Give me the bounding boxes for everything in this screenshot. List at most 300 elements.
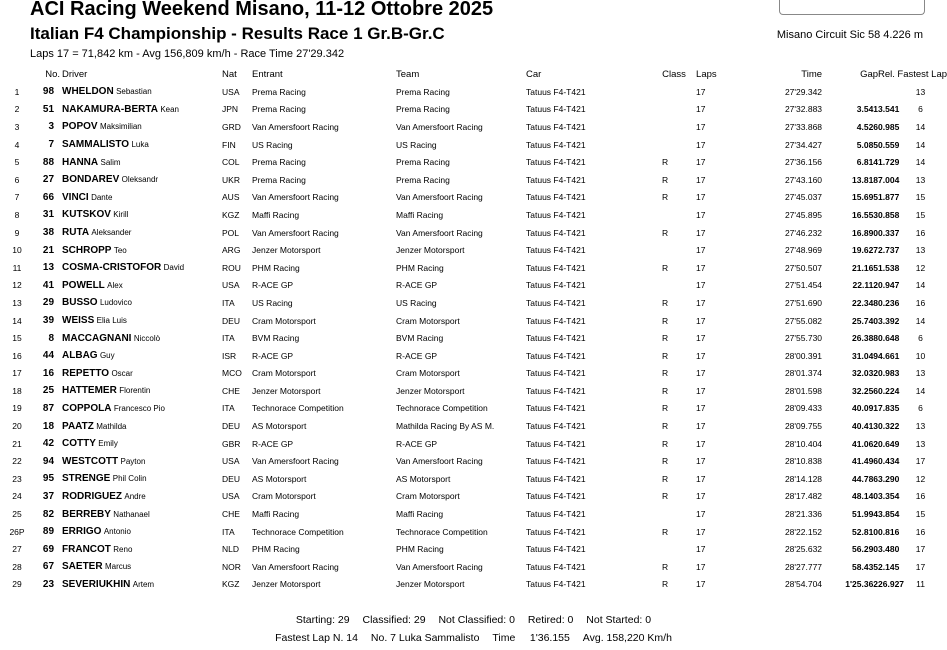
fastest-lap-number: 13 bbox=[915, 174, 926, 185]
driver-name bbox=[60, 382, 222, 400]
nationality: DEU bbox=[222, 473, 240, 484]
fastest-lap-avg: Avg. 158,220 Km/h bbox=[582, 632, 672, 644]
position: 15 bbox=[12, 333, 22, 344]
driver-surname: SEVERIUKHIN bbox=[62, 578, 131, 590]
entrant: PHM Racing bbox=[252, 262, 300, 273]
entrant: Jenzer Motorsport bbox=[252, 385, 321, 396]
table-row bbox=[0, 505, 947, 523]
laps: 17 bbox=[696, 315, 706, 326]
class bbox=[652, 241, 678, 259]
table-row bbox=[0, 329, 947, 347]
car: Tatuus F4-T421 bbox=[526, 139, 586, 150]
gap: 1'25.362 bbox=[845, 579, 879, 590]
nationality: ARG bbox=[222, 245, 241, 256]
car: Tatuus F4-T421 bbox=[526, 104, 586, 115]
spacer bbox=[678, 206, 696, 224]
spacer bbox=[678, 435, 696, 453]
position: 16 bbox=[12, 350, 22, 361]
table-row bbox=[0, 540, 947, 558]
gap: 15.695 bbox=[852, 192, 879, 203]
position: 24 bbox=[12, 491, 22, 502]
nationality: FIN bbox=[222, 139, 236, 150]
gap: 32.032 bbox=[852, 368, 879, 379]
car: Tatuus F4-T421 bbox=[526, 209, 586, 220]
class: R bbox=[661, 438, 669, 449]
race-stats: Laps 17 = 71,842 km - Avg 156,809 km/h - Race Time 27'29.342 bbox=[30, 48, 345, 60]
gap: 48.140 bbox=[852, 491, 879, 502]
col-header-rel: Rel. bbox=[878, 69, 895, 80]
car-number: 51 bbox=[42, 103, 55, 115]
rel: 0.947 bbox=[878, 280, 900, 291]
driver-first-name: Kean bbox=[160, 104, 179, 114]
driver-name bbox=[60, 435, 222, 453]
position: 25 bbox=[12, 509, 22, 520]
car-number: 88 bbox=[42, 156, 55, 168]
class bbox=[652, 277, 678, 295]
driver-surname: BUSSO bbox=[62, 297, 98, 309]
position: 1 bbox=[14, 86, 20, 97]
nationality: DEU bbox=[222, 315, 240, 326]
race-time: 28'10.838 bbox=[784, 456, 823, 467]
class: R bbox=[661, 403, 669, 414]
car-number: 66 bbox=[42, 191, 55, 203]
driver-surname: HANNA bbox=[62, 156, 99, 168]
rel: 1.538 bbox=[878, 262, 900, 273]
nationality: CHE bbox=[222, 509, 240, 520]
entrant: US Racing bbox=[252, 139, 293, 150]
race-time: 28'54.704 bbox=[784, 579, 823, 590]
rel: 0.559 bbox=[878, 139, 900, 150]
rel: 3.392 bbox=[878, 315, 900, 326]
driver-surname: PAATZ bbox=[62, 420, 94, 432]
laps: 17 bbox=[696, 262, 706, 273]
driver-surname: SAMMALISTO bbox=[62, 139, 130, 151]
table-row bbox=[0, 241, 947, 259]
col-header-class: Class bbox=[662, 69, 686, 80]
class: R bbox=[661, 262, 669, 273]
table-row bbox=[0, 153, 947, 171]
fastest-lap-number: 15 bbox=[915, 192, 926, 203]
driver-surname: MACCAGNANI bbox=[62, 332, 132, 344]
car-number: 82 bbox=[42, 508, 55, 520]
car: Tatuus F4-T421 bbox=[526, 297, 586, 308]
gap: 44.786 bbox=[852, 473, 879, 484]
team: Van Amersfoort Racing bbox=[396, 192, 483, 203]
entrant: Cram Motorsport bbox=[252, 491, 316, 502]
rel: 3.354 bbox=[878, 491, 900, 502]
car: Tatuus F4-T421 bbox=[526, 491, 586, 502]
spacer bbox=[678, 576, 696, 594]
driver-name bbox=[60, 206, 222, 224]
gap: 31.049 bbox=[852, 350, 879, 361]
driver-surname: COSMA-CRISTOFOR bbox=[62, 262, 162, 274]
table-row bbox=[0, 400, 947, 418]
page-subtitle: Italian F4 Championship - Results Race 1 Gr.B-Gr.C bbox=[30, 24, 445, 43]
driver-name bbox=[60, 470, 222, 488]
car-number: 69 bbox=[42, 543, 55, 555]
fastest-lap-number: 16 bbox=[915, 297, 926, 308]
car: Tatuus F4-T421 bbox=[526, 315, 586, 326]
class bbox=[652, 101, 678, 119]
col-header-no: No. bbox=[45, 69, 61, 80]
driver-first-name: Teo bbox=[113, 245, 127, 255]
team: Van Amersfoort Racing bbox=[396, 121, 483, 132]
driver-name bbox=[60, 224, 222, 242]
driver-first-name: Guy bbox=[99, 351, 115, 361]
race-time: 28'25.632 bbox=[784, 544, 823, 555]
position: 27 bbox=[12, 544, 22, 555]
driver-surname: NAKAMURA-BERTA bbox=[62, 103, 158, 115]
gap: 40.091 bbox=[852, 403, 879, 414]
nationality: GRD bbox=[222, 121, 241, 132]
car-number: 27 bbox=[42, 174, 55, 186]
car-number: 87 bbox=[42, 402, 55, 414]
col-header-laps: Laps bbox=[696, 69, 717, 80]
class: R bbox=[661, 174, 669, 185]
car: Tatuus F4-T421 bbox=[526, 227, 586, 238]
nationality: NLD bbox=[222, 544, 240, 555]
nationality: KGZ bbox=[222, 209, 240, 220]
table-header bbox=[0, 66, 947, 83]
spacer bbox=[678, 488, 696, 506]
car: Tatuus F4-T421 bbox=[526, 174, 586, 185]
car: Tatuus F4-T421 bbox=[526, 421, 586, 432]
spacer bbox=[678, 171, 696, 189]
team: R-ACE GP bbox=[396, 280, 438, 291]
driver-surname: POPOV bbox=[62, 121, 98, 133]
laps: 17 bbox=[696, 368, 706, 379]
gap: 5.085 bbox=[856, 139, 879, 150]
gap: 56.290 bbox=[852, 544, 879, 555]
driver-first-name: David bbox=[163, 263, 185, 273]
driver-first-name: Phil Colin bbox=[112, 474, 147, 484]
driver-name bbox=[60, 400, 222, 418]
rel: 0.985 bbox=[878, 121, 900, 132]
col-header-team: Team bbox=[396, 69, 420, 80]
fastest-lap-driver: No. 7 Luka Sammalisto bbox=[370, 632, 480, 644]
driver-surname: SAETER bbox=[62, 561, 103, 573]
gap: 13.818 bbox=[852, 174, 879, 185]
driver-first-name: Oleksandr bbox=[121, 175, 159, 185]
class bbox=[652, 118, 678, 136]
laps: 17 bbox=[696, 403, 706, 414]
driver-name bbox=[60, 347, 222, 365]
team: Prema Racing bbox=[396, 104, 450, 115]
driver-first-name: Maksimilian bbox=[99, 122, 142, 132]
table-row bbox=[0, 312, 947, 330]
spacer bbox=[678, 189, 696, 207]
team: Jenzer Motorsport bbox=[396, 385, 465, 396]
car-number: 31 bbox=[42, 209, 55, 221]
team: Technorace Competition bbox=[396, 403, 488, 414]
laps: 17 bbox=[696, 174, 706, 185]
spacer bbox=[678, 365, 696, 383]
fastest-lap-number: 13 bbox=[915, 438, 926, 449]
table-row bbox=[0, 259, 947, 277]
driver-surname: COTTY bbox=[62, 438, 96, 450]
position: 4 bbox=[14, 139, 20, 150]
driver-first-name: Dante bbox=[91, 192, 113, 202]
car-number: 16 bbox=[42, 367, 55, 379]
class: R bbox=[661, 491, 669, 502]
table-row bbox=[0, 83, 947, 101]
position: 18 bbox=[12, 385, 22, 396]
gap: 41.062 bbox=[852, 438, 879, 449]
driver-name bbox=[60, 101, 222, 119]
driver-surname: BONDAREV bbox=[62, 174, 120, 186]
nationality: CHE bbox=[222, 385, 240, 396]
fastest-lap-number: 14 bbox=[915, 315, 926, 326]
not-classified-count: Not Classified: 0 bbox=[438, 614, 515, 626]
laps: 17 bbox=[696, 86, 706, 97]
rel: 3.290 bbox=[878, 473, 900, 484]
gap: 32.256 bbox=[852, 385, 879, 396]
race-time: 27'45.895 bbox=[784, 209, 823, 220]
position: 26P bbox=[9, 526, 25, 537]
race-time: 27'29.342 bbox=[784, 86, 823, 97]
race-time: 28'17.482 bbox=[784, 491, 823, 502]
entry-summary bbox=[0, 614, 947, 626]
race-time: 27'51.454 bbox=[784, 280, 823, 291]
class: R bbox=[661, 421, 669, 432]
rel: 4.661 bbox=[878, 350, 900, 361]
class: R bbox=[661, 368, 669, 379]
nationality: ROU bbox=[222, 262, 241, 273]
race-time: 27'48.969 bbox=[784, 245, 823, 256]
table-row bbox=[0, 277, 947, 295]
car-number: 13 bbox=[42, 262, 55, 274]
laps: 17 bbox=[696, 333, 706, 344]
position: 13 bbox=[12, 297, 22, 308]
fastest-lap-number: 13 bbox=[915, 368, 926, 379]
nationality: ISR bbox=[222, 350, 237, 361]
rel: 0.434 bbox=[878, 456, 900, 467]
rel: 0.816 bbox=[878, 526, 900, 537]
driver-name bbox=[60, 277, 222, 295]
col-header-fastest-lap: Fastest Lap bbox=[897, 69, 947, 80]
team: US Racing bbox=[396, 297, 437, 308]
team: PHM Racing bbox=[396, 544, 444, 555]
class: R bbox=[661, 385, 669, 396]
table-row bbox=[0, 294, 947, 312]
results-table bbox=[0, 66, 947, 593]
class: R bbox=[661, 297, 669, 308]
spacer bbox=[678, 294, 696, 312]
driver-first-name: Andre bbox=[124, 491, 146, 501]
fastest-lap-number: 16 bbox=[915, 227, 926, 238]
driver-first-name: Niccolò bbox=[133, 333, 161, 343]
fastest-lap-number: 17 bbox=[915, 561, 926, 572]
driver-name bbox=[60, 452, 222, 470]
spacer bbox=[678, 400, 696, 418]
car: Tatuus F4-T421 bbox=[526, 456, 586, 467]
laps: 17 bbox=[696, 561, 706, 572]
class: R bbox=[661, 456, 669, 467]
spacer bbox=[678, 382, 696, 400]
race-time: 27'46.232 bbox=[784, 227, 823, 238]
entrant: Van Amersfoort Racing bbox=[252, 121, 339, 132]
fastest-lap-number: 6 bbox=[918, 403, 923, 414]
entrant: Prema Racing bbox=[252, 174, 306, 185]
entrant: BVM Racing bbox=[252, 333, 300, 344]
position: 9 bbox=[14, 227, 20, 238]
car-number: 23 bbox=[42, 578, 55, 590]
rel: 1.729 bbox=[878, 157, 900, 168]
driver-surname: STRENGE bbox=[62, 473, 111, 485]
spacer bbox=[678, 558, 696, 576]
driver-first-name: Reno bbox=[113, 544, 133, 554]
car-number: 7 bbox=[48, 139, 55, 151]
entrant: Van Amersfoort Racing bbox=[252, 561, 339, 572]
spacer bbox=[678, 118, 696, 136]
entrant: R-ACE GP bbox=[252, 280, 294, 291]
position: 19 bbox=[12, 403, 22, 414]
car-number: 25 bbox=[42, 385, 55, 397]
nationality: POL bbox=[222, 227, 240, 238]
gap: 51.994 bbox=[852, 509, 879, 520]
car: Tatuus F4-T421 bbox=[526, 544, 586, 555]
laps: 17 bbox=[696, 245, 706, 256]
entrant: Van Amersfoort Racing bbox=[252, 227, 339, 238]
fastest-lap-number: 12 bbox=[915, 262, 926, 273]
car: Tatuus F4-T421 bbox=[526, 121, 586, 132]
driver-first-name: Payton bbox=[120, 456, 146, 466]
fastest-lap-number: 16 bbox=[915, 491, 926, 502]
team: Van Amersfoort Racing bbox=[396, 456, 483, 467]
table-row bbox=[0, 435, 947, 453]
driver-first-name: Antonio bbox=[103, 527, 131, 537]
car: Tatuus F4-T421 bbox=[526, 86, 586, 97]
car: Tatuus F4-T421 bbox=[526, 262, 586, 273]
race-time: 27'33.868 bbox=[784, 121, 823, 132]
class bbox=[652, 505, 678, 523]
class: R bbox=[661, 227, 669, 238]
rel: 26.927 bbox=[878, 579, 905, 590]
driver-surname: ALBAG bbox=[62, 350, 98, 362]
driver-name bbox=[60, 558, 222, 576]
gap: 22.348 bbox=[852, 297, 879, 308]
team: AS Motorsport bbox=[396, 473, 451, 484]
table-row bbox=[0, 224, 947, 242]
race-time: 28'00.391 bbox=[784, 350, 823, 361]
rel: 0.224 bbox=[878, 385, 900, 396]
race-time: 28'22.152 bbox=[784, 526, 823, 537]
spacer bbox=[678, 329, 696, 347]
driver-first-name: Oscar bbox=[111, 368, 133, 378]
team: Van Amersfoort Racing bbox=[396, 227, 483, 238]
team: R-ACE GP bbox=[396, 350, 438, 361]
laps: 17 bbox=[696, 227, 706, 238]
driver-name bbox=[60, 294, 222, 312]
driver-first-name: Nathanael bbox=[113, 509, 150, 519]
table-row bbox=[0, 347, 947, 365]
col-header-gap: Gap bbox=[860, 69, 879, 80]
team: Technorace Competition bbox=[396, 526, 488, 537]
laps: 17 bbox=[696, 421, 706, 432]
class: R bbox=[661, 561, 669, 572]
fastest-lap-number: 14 bbox=[915, 157, 926, 168]
car: Tatuus F4-T421 bbox=[526, 157, 586, 168]
team: Mathilda Racing By AS M. bbox=[396, 421, 495, 432]
table-row bbox=[0, 189, 947, 207]
car: Tatuus F4-T421 bbox=[526, 368, 586, 379]
car: Tatuus F4-T421 bbox=[526, 385, 586, 396]
laps: 17 bbox=[696, 121, 706, 132]
fastest-lap-number: 14 bbox=[915, 139, 926, 150]
fastest-lap-number: 14 bbox=[915, 280, 926, 291]
entrant: Maffi Racing bbox=[252, 509, 300, 520]
race-time: 27'34.427 bbox=[784, 139, 823, 150]
team: Cram Motorsport bbox=[396, 315, 460, 326]
car-number: 94 bbox=[42, 455, 55, 467]
driver-name bbox=[60, 189, 222, 207]
driver-name bbox=[60, 136, 222, 154]
table-row bbox=[0, 558, 947, 576]
entrant: Technorace Competition bbox=[252, 403, 344, 414]
table-row bbox=[0, 470, 947, 488]
page-title: ACI Racing Weekend Misano, 11-12 Ottobre 2025 bbox=[30, 0, 494, 20]
driver-name bbox=[60, 329, 222, 347]
driver-first-name: Aleksander bbox=[91, 228, 132, 238]
gap: 16.553 bbox=[852, 209, 879, 220]
rel: 0.236 bbox=[878, 297, 900, 308]
fastest-lap-number: 13 bbox=[915, 86, 926, 97]
laps: 17 bbox=[696, 509, 706, 520]
rel: 0.337 bbox=[878, 227, 900, 238]
car-number: 95 bbox=[42, 473, 55, 485]
driver-surname: BERREBY bbox=[62, 508, 111, 520]
driver-first-name: Mathilda bbox=[96, 421, 127, 431]
car: Tatuus F4-T421 bbox=[526, 579, 586, 590]
team: Cram Motorsport bbox=[396, 368, 460, 379]
car: Tatuus F4-T421 bbox=[526, 509, 586, 520]
car-number: 67 bbox=[42, 561, 55, 573]
driver-first-name: Luka bbox=[131, 140, 149, 150]
gap: 4.526 bbox=[856, 121, 879, 132]
laps: 17 bbox=[696, 526, 706, 537]
race-time: 28'09.433 bbox=[784, 403, 823, 414]
entrant: Technorace Competition bbox=[252, 526, 344, 537]
car: Tatuus F4-T421 bbox=[526, 403, 586, 414]
team: Maffi Racing bbox=[396, 509, 444, 520]
fastest-lap-number: 13 bbox=[915, 421, 926, 432]
class: R bbox=[661, 350, 669, 361]
class: R bbox=[661, 579, 669, 590]
fastest-lap-number: 6 bbox=[918, 333, 923, 344]
position: 23 bbox=[12, 473, 22, 484]
laps: 17 bbox=[696, 544, 706, 555]
position: 28 bbox=[12, 561, 22, 572]
nationality: JPN bbox=[222, 104, 239, 115]
entrant: R-ACE GP bbox=[252, 438, 294, 449]
col-header-time: Time bbox=[801, 69, 823, 80]
nationality: USA bbox=[222, 491, 240, 502]
table-row bbox=[0, 523, 947, 541]
team: Van Amersfoort Racing bbox=[396, 561, 483, 572]
laps: 17 bbox=[696, 297, 706, 308]
driver-surname: ERRIGO bbox=[62, 526, 102, 538]
race-time: 27'50.507 bbox=[784, 262, 823, 273]
position: 29 bbox=[12, 579, 22, 590]
rel: 7.004 bbox=[878, 174, 900, 185]
car: Tatuus F4-T421 bbox=[526, 561, 586, 572]
driver-name bbox=[60, 505, 222, 523]
race-time: 28'01.374 bbox=[784, 368, 823, 379]
car: Tatuus F4-T421 bbox=[526, 350, 586, 361]
driver-name bbox=[60, 118, 222, 136]
laps: 17 bbox=[696, 350, 706, 361]
race-time: 27'55.082 bbox=[784, 315, 823, 326]
